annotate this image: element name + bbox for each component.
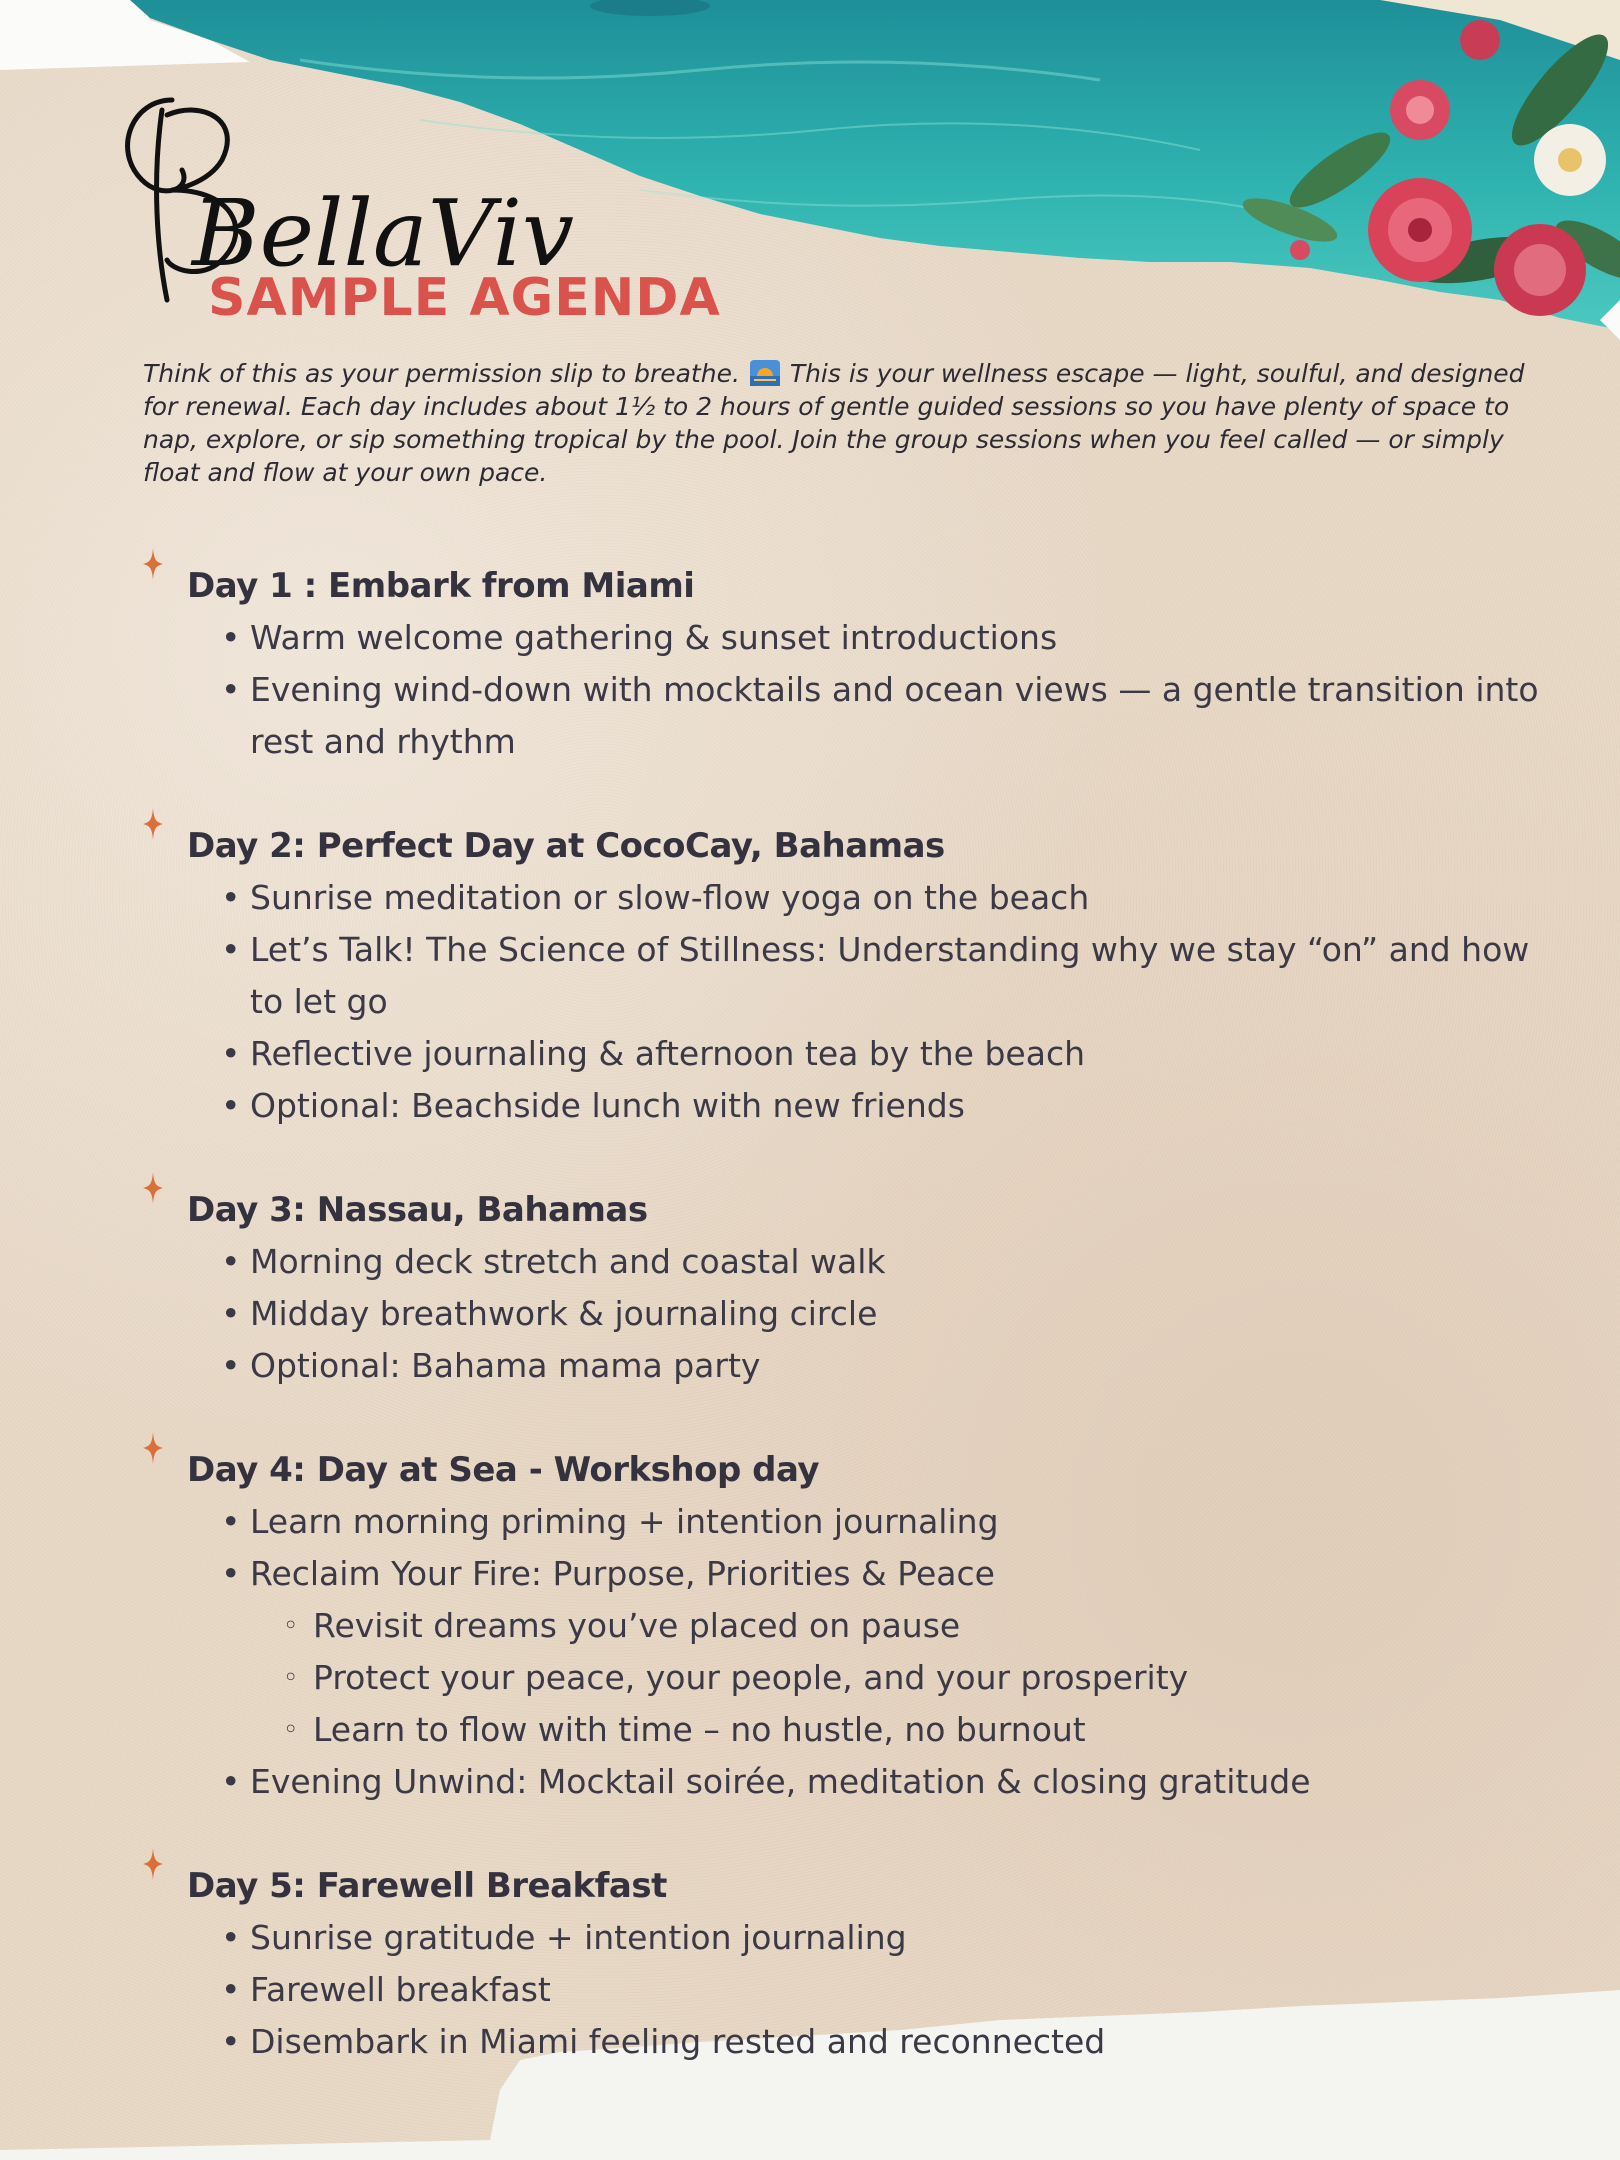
day-section	[143, 1860, 1563, 2068]
list-item: • Optional: Bahama mama party	[143, 1340, 1563, 1392]
sparkle-icon	[143, 548, 163, 580]
list-item: • Reclaim Your Fire: Purpose, Priorities & Peace	[143, 1548, 1563, 1600]
sparkle-icon	[143, 1172, 163, 1204]
sparkle-icon	[143, 1848, 163, 1880]
intro-paragraph	[143, 357, 1543, 489]
day-items	[143, 872, 1563, 1132]
day-items	[143, 1236, 1563, 1392]
sub-list-item: ◦ Learn to flow with time – no hustle, no burnout	[143, 1704, 1563, 1756]
list-item: • Farewell breakfast	[143, 1964, 1563, 2016]
day-title: Day 1 : Embark from Miami	[187, 566, 695, 606]
intro-text-start: Think of this as your permission slip to breathe.	[143, 359, 740, 388]
day-title: Day 5: Farewell Breakfast	[187, 1866, 667, 1906]
day-title: Day 3: Nassau, Bahamas	[187, 1190, 648, 1230]
list-item: • Evening wind-down with mocktails and ocean views — a gentle transition into rest and rhythm	[143, 664, 1563, 768]
list-item: • Evening Unwind: Mocktail soirée, meditation & closing gratitude	[143, 1756, 1563, 1808]
day-title: Day 4: Day at Sea - Workshop day	[187, 1450, 820, 1490]
day-section	[143, 560, 1563, 768]
list-item: • Morning deck stretch and coastal walk	[143, 1236, 1563, 1288]
day-heading	[143, 560, 1563, 612]
day-items	[143, 612, 1563, 768]
agenda-days	[143, 560, 1563, 2120]
sub-list-item: ◦ Revisit dreams you’ve placed on pause	[143, 1600, 1563, 1652]
day-items	[143, 1496, 1563, 1808]
day-heading	[143, 1444, 1563, 1496]
day-heading	[143, 1184, 1563, 1236]
list-item: • Learn morning priming + intention journaling	[143, 1496, 1563, 1548]
list-item: • Warm welcome gathering & sunset introductions	[143, 612, 1563, 664]
sub-list-item: ◦ Protect your peace, your people, and your prosperity	[143, 1652, 1563, 1704]
page-title: SAMPLE AGENDA	[208, 268, 721, 328]
list-item: • Optional: Beachside lunch with new friends	[143, 1080, 1563, 1132]
day-section	[143, 1444, 1563, 1808]
logo-text: BellaViv	[192, 180, 574, 287]
day-section	[143, 820, 1563, 1132]
intro-text-end: This is your wellness escape — light, soulful, and designed for renewal. Each day includes about 1½ to 2 hours of gentle guided sessions so you have plenty of space to nap, explore, or sip something tropical by the pool. Join the group sessions when you feel called — or simply float and flow at your own pace.	[143, 359, 1525, 487]
list-item: • Midday breathwork & journaling circle	[143, 1288, 1563, 1340]
sparkle-icon	[143, 808, 163, 840]
day-title: Day 2: Perfect Day at CocoCay, Bahamas	[187, 826, 945, 866]
day-heading	[143, 1860, 1563, 1912]
day-heading	[143, 820, 1563, 872]
sunrise-icon	[750, 360, 780, 386]
list-item: • Let’s Talk! The Science of Stillness: Understanding why we stay “on” and how to let go	[143, 924, 1563, 1028]
list-item: • Reflective journaling & afternoon tea by the beach	[143, 1028, 1563, 1080]
list-item: • Disembark in Miami feeling rested and reconnected	[143, 2016, 1563, 2068]
day-section	[143, 1184, 1563, 1392]
list-item: • Sunrise meditation or slow-flow yoga on the beach	[143, 872, 1563, 924]
day-items	[143, 1912, 1563, 2068]
sparkle-icon	[143, 1432, 163, 1464]
list-item: • Sunrise gratitude + intention journaling	[143, 1912, 1563, 1964]
